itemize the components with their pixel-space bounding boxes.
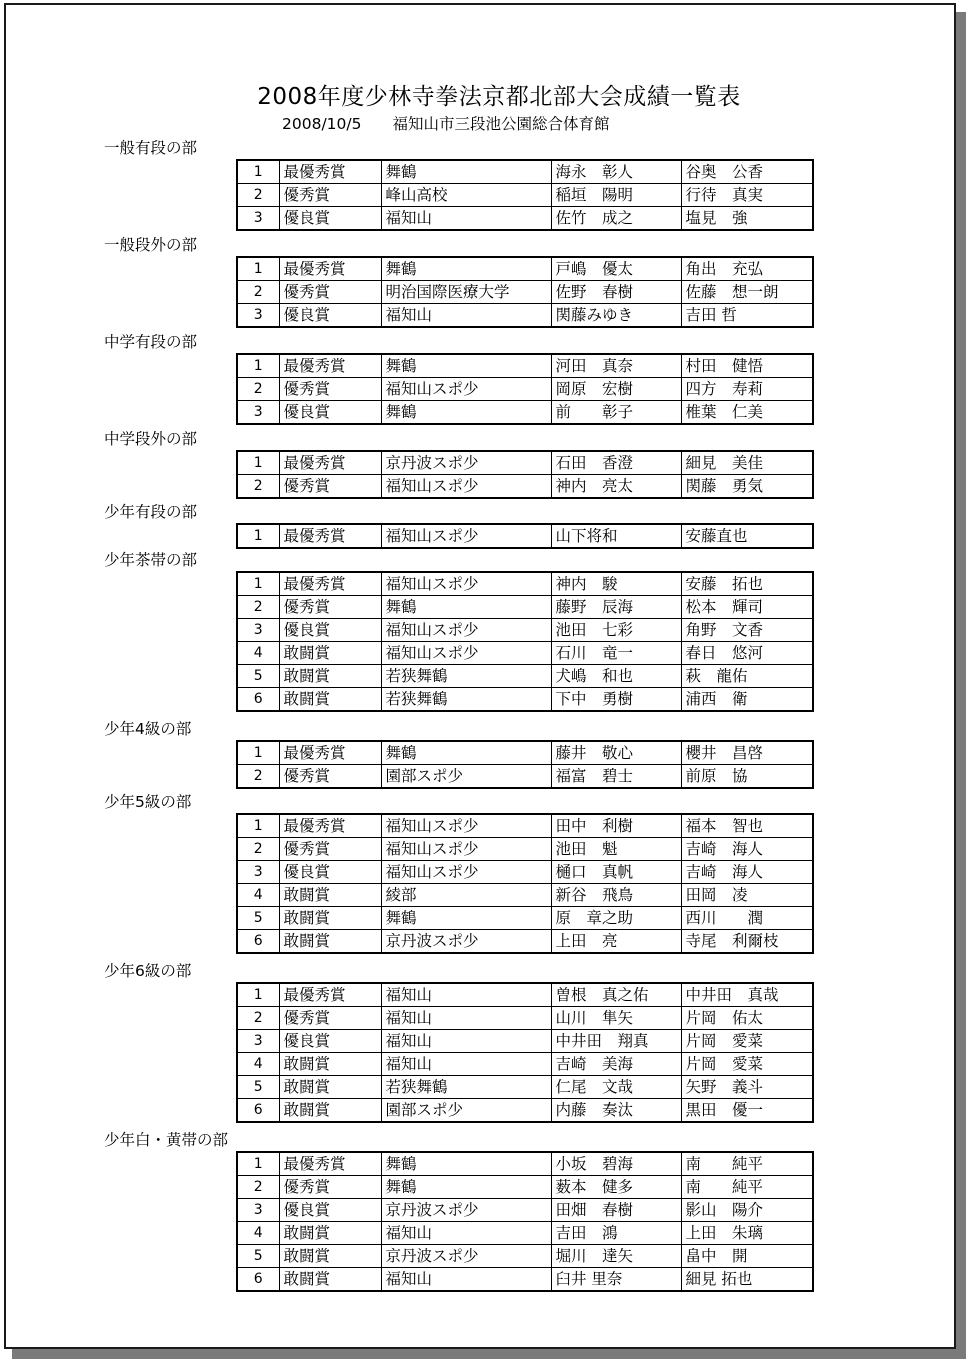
rank-cell: 2 <box>237 838 279 861</box>
competitor-1-cell: 下中 勇樹 <box>551 688 681 712</box>
rank-cell: 1 <box>237 160 279 184</box>
competitor-1-cell: 石川 竜一 <box>551 642 681 665</box>
team-cell: 福知山スポ少 <box>381 475 551 499</box>
table-row <box>237 688 813 712</box>
competitor-1-cell: 稲垣 陽明 <box>551 184 681 207</box>
table-row <box>237 1222 813 1245</box>
award-cell: 優秀賞 <box>279 184 381 207</box>
team-cell: 福知山スポ少 <box>381 378 551 401</box>
team-cell: 舞鶴 <box>381 257 551 281</box>
team-cell: 福知山スポ少 <box>381 814 551 838</box>
table-row <box>237 475 813 499</box>
table-row <box>237 1176 813 1199</box>
section-label: 中学段外の部 <box>104 430 198 448</box>
rank-cell: 2 <box>237 596 279 619</box>
competitor-1-cell: 原 章之助 <box>551 907 681 930</box>
rank-cell: 5 <box>237 1245 279 1268</box>
competitor-1-cell: 臼井 里奈 <box>551 1268 681 1292</box>
table-row <box>237 596 813 619</box>
competitor-2-cell: 田岡 凌 <box>681 884 813 907</box>
competitor-1-cell: 池田 七彩 <box>551 619 681 642</box>
competitor-2-cell: 南 純平 <box>681 1176 813 1199</box>
competitor-1-cell: 海永 彰人 <box>551 160 681 184</box>
rank-cell: 1 <box>237 1152 279 1176</box>
award-cell: 最優秀賞 <box>279 983 381 1007</box>
competitor-2-cell: 谷奥 公香 <box>681 160 813 184</box>
team-cell: 舞鶴 <box>381 907 551 930</box>
competitor-1-cell: 池田 魁 <box>551 838 681 861</box>
competitor-1-cell: 山川 隼矢 <box>551 1007 681 1030</box>
competitor-2-cell: 村田 健悟 <box>681 354 813 378</box>
rank-cell: 1 <box>237 983 279 1007</box>
table-row <box>237 1007 813 1030</box>
table-row <box>237 983 813 1007</box>
competitor-1-cell: 河田 真奈 <box>551 354 681 378</box>
team-cell: 福知山 <box>381 1030 551 1053</box>
team-cell: 福知山 <box>381 983 551 1007</box>
award-cell: 優良賞 <box>279 207 381 231</box>
award-cell: 優良賞 <box>279 1030 381 1053</box>
award-cell: 最優秀賞 <box>279 814 381 838</box>
award-cell: 優良賞 <box>279 619 381 642</box>
competitor-1-cell: 藤野 辰海 <box>551 596 681 619</box>
rank-cell: 6 <box>237 1099 279 1123</box>
team-cell: 福知山 <box>381 1053 551 1076</box>
table-row <box>237 524 813 548</box>
competitor-2-cell: 細見 美佳 <box>681 451 813 475</box>
section-label: 少年4級の部 <box>104 720 192 738</box>
rank-cell: 4 <box>237 1053 279 1076</box>
table-row <box>237 354 813 378</box>
rank-cell: 2 <box>237 281 279 304</box>
competitor-2-cell: 行待 真実 <box>681 184 813 207</box>
competitor-1-cell: 神内 駿 <box>551 572 681 596</box>
table-row <box>237 281 813 304</box>
team-cell: 福知山スポ少 <box>381 524 551 548</box>
competitor-2-cell: 椎葉 仁美 <box>681 401 813 425</box>
competitor-2-cell: 南 純平 <box>681 1152 813 1176</box>
table-row <box>237 572 813 596</box>
award-cell: 最優秀賞 <box>279 524 381 548</box>
table-row <box>237 1053 813 1076</box>
award-cell: 最優秀賞 <box>279 741 381 765</box>
team-cell: 舞鶴 <box>381 401 551 425</box>
section-label: 一般段外の部 <box>104 236 198 254</box>
team-cell: 福知山スポ少 <box>381 861 551 884</box>
award-cell: 敢闘賞 <box>279 1099 381 1123</box>
award-cell: 優良賞 <box>279 1199 381 1222</box>
competitor-1-cell: 犬嶋 和也 <box>551 665 681 688</box>
rank-cell: 5 <box>237 907 279 930</box>
team-cell: 舞鶴 <box>381 160 551 184</box>
team-cell: 峰山高校 <box>381 184 551 207</box>
team-cell: 福知山スポ少 <box>381 572 551 596</box>
competitor-2-cell: 矢野 義斗 <box>681 1076 813 1099</box>
page-shadow-bottom <box>12 1349 966 1359</box>
award-cell: 最優秀賞 <box>279 354 381 378</box>
document-subtitle <box>282 112 610 134</box>
table-row <box>237 401 813 425</box>
team-cell: 京丹波スポ少 <box>381 930 551 954</box>
competitor-1-cell: 田中 利樹 <box>551 814 681 838</box>
competitor-2-cell: 吉田 哲 <box>681 304 813 328</box>
rank-cell: 3 <box>237 304 279 328</box>
team-cell: 福知山 <box>381 207 551 231</box>
document-title: 2008年度少林寺拳法京都北部大会成績一覧表 <box>257 84 741 110</box>
team-cell: 若狭舞鶴 <box>381 665 551 688</box>
table-row <box>237 1199 813 1222</box>
rank-cell: 2 <box>237 184 279 207</box>
competitor-1-cell: 山下将和 <box>551 524 681 548</box>
competitor-2-cell: 黒田 優一 <box>681 1099 813 1123</box>
table-row <box>237 1099 813 1123</box>
rank-cell: 4 <box>237 642 279 665</box>
competitor-1-cell: 佐野 春樹 <box>551 281 681 304</box>
competitor-2-cell: 片岡 愛菜 <box>681 1030 813 1053</box>
competitor-2-cell: 春日 悠河 <box>681 642 813 665</box>
table-row <box>237 207 813 231</box>
team-cell: 園部スポ少 <box>381 1099 551 1123</box>
event-date: 2008/10/5 <box>282 115 362 133</box>
team-cell: 福知山スポ少 <box>381 838 551 861</box>
competitor-1-cell: 田畑 春樹 <box>551 1199 681 1222</box>
table-row <box>237 1268 813 1292</box>
table-row <box>237 378 813 401</box>
results-table <box>236 450 814 499</box>
section-label: 中学有段の部 <box>104 333 198 351</box>
table-row <box>237 838 813 861</box>
results-table <box>236 1151 814 1292</box>
competitor-1-cell: 佐竹 成之 <box>551 207 681 231</box>
competitor-2-cell: 吉崎 海人 <box>681 838 813 861</box>
competitor-1-cell: 福富 碧士 <box>551 765 681 789</box>
table-row <box>237 257 813 281</box>
rank-cell: 1 <box>237 814 279 838</box>
award-cell: 敢闘賞 <box>279 930 381 954</box>
award-cell: 優良賞 <box>279 861 381 884</box>
competitor-2-cell: 前原 協 <box>681 765 813 789</box>
award-cell: 最優秀賞 <box>279 160 381 184</box>
competitor-2-cell: 塩見 強 <box>681 207 813 231</box>
table-row <box>237 884 813 907</box>
results-table <box>236 353 814 425</box>
results-table <box>236 740 814 789</box>
table-row <box>237 304 813 328</box>
competitor-1-cell: 吉崎 美海 <box>551 1053 681 1076</box>
table-row <box>237 160 813 184</box>
award-cell: 敢闘賞 <box>279 665 381 688</box>
rank-cell: 1 <box>237 354 279 378</box>
results-table <box>236 982 814 1123</box>
competitor-1-cell: 関藤みゆき <box>551 304 681 328</box>
results-table <box>236 256 814 328</box>
competitor-2-cell: 寺尾 利爾枝 <box>681 930 813 954</box>
award-cell: 優秀賞 <box>279 838 381 861</box>
page-shadow-right <box>956 12 966 1357</box>
award-cell: 敢闘賞 <box>279 1053 381 1076</box>
team-cell: 舞鶴 <box>381 741 551 765</box>
table-row <box>237 814 813 838</box>
award-cell: 敢闘賞 <box>279 1222 381 1245</box>
rank-cell: 5 <box>237 1076 279 1099</box>
competitor-2-cell: 吉崎 海人 <box>681 861 813 884</box>
table-row <box>237 1076 813 1099</box>
award-cell: 優秀賞 <box>279 765 381 789</box>
results-table <box>236 523 814 549</box>
section-label: 少年白・黄帯の部 <box>104 1131 229 1149</box>
team-cell: 京丹波スポ少 <box>381 1199 551 1222</box>
section-label: 少年5級の部 <box>104 793 192 811</box>
award-cell: 優秀賞 <box>279 1176 381 1199</box>
team-cell: 舞鶴 <box>381 1152 551 1176</box>
team-cell: 舞鶴 <box>381 354 551 378</box>
team-cell: 舞鶴 <box>381 1176 551 1199</box>
award-cell: 敢闘賞 <box>279 1268 381 1292</box>
competitor-1-cell: 前 彰子 <box>551 401 681 425</box>
table-row <box>237 930 813 954</box>
table-row <box>237 665 813 688</box>
table-row <box>237 451 813 475</box>
competitor-2-cell: 佐藤 想一朗 <box>681 281 813 304</box>
award-cell: 優良賞 <box>279 401 381 425</box>
competitor-2-cell: 安藤直也 <box>681 524 813 548</box>
award-cell: 優秀賞 <box>279 281 381 304</box>
rank-cell: 2 <box>237 378 279 401</box>
competitor-2-cell: 西川 潤 <box>681 907 813 930</box>
rank-cell: 2 <box>237 475 279 499</box>
rank-cell: 5 <box>237 665 279 688</box>
competitor-2-cell: 細見 拓也 <box>681 1268 813 1292</box>
rank-cell: 3 <box>237 1030 279 1053</box>
rank-cell: 4 <box>237 1222 279 1245</box>
award-cell: 最優秀賞 <box>279 1152 381 1176</box>
table-row <box>237 184 813 207</box>
competitor-2-cell: 中井田 真哉 <box>681 983 813 1007</box>
competitor-2-cell: 片岡 愛菜 <box>681 1053 813 1076</box>
table-row <box>237 619 813 642</box>
competitor-1-cell: 上田 亮 <box>551 930 681 954</box>
competitor-2-cell: 安藤 拓也 <box>681 572 813 596</box>
rank-cell: 1 <box>237 257 279 281</box>
competitor-2-cell: 松本 輝司 <box>681 596 813 619</box>
rank-cell: 2 <box>237 765 279 789</box>
table-row <box>237 741 813 765</box>
competitor-2-cell: 浦西 衛 <box>681 688 813 712</box>
award-cell: 優秀賞 <box>279 475 381 499</box>
competitor-1-cell: 中井田 翔真 <box>551 1030 681 1053</box>
competitor-1-cell: 新谷 飛鳥 <box>551 884 681 907</box>
team-cell: 福知山 <box>381 1268 551 1292</box>
team-cell: 福知山スポ少 <box>381 642 551 665</box>
competitor-2-cell: 櫻井 昌啓 <box>681 741 813 765</box>
team-cell: 舞鶴 <box>381 596 551 619</box>
award-cell: 敢闘賞 <box>279 688 381 712</box>
competitor-1-cell: 曽根 真之佑 <box>551 983 681 1007</box>
award-cell: 最優秀賞 <box>279 572 381 596</box>
rank-cell: 3 <box>237 1199 279 1222</box>
rank-cell: 2 <box>237 1007 279 1030</box>
competitor-2-cell: 影山 陽介 <box>681 1199 813 1222</box>
rank-cell: 3 <box>237 401 279 425</box>
award-cell: 敢闘賞 <box>279 907 381 930</box>
team-cell: 京丹波スポ少 <box>381 1245 551 1268</box>
table-row <box>237 1030 813 1053</box>
table-row <box>237 1152 813 1176</box>
table-row <box>237 861 813 884</box>
competitor-2-cell: 角出 充弘 <box>681 257 813 281</box>
rank-cell: 3 <box>237 861 279 884</box>
competitor-1-cell: 仁尾 文哉 <box>551 1076 681 1099</box>
results-table <box>236 571 814 712</box>
team-cell: 若狭舞鶴 <box>381 1076 551 1099</box>
section-label: 一般有段の部 <box>104 139 198 157</box>
team-cell: 明治国際医療大学 <box>381 281 551 304</box>
competitor-1-cell: 石田 香澄 <box>551 451 681 475</box>
award-cell: 最優秀賞 <box>279 257 381 281</box>
competitor-2-cell: 畠中 開 <box>681 1245 813 1268</box>
award-cell: 優秀賞 <box>279 378 381 401</box>
competitor-1-cell: 藤井 敬心 <box>551 741 681 765</box>
team-cell: 福知山 <box>381 1007 551 1030</box>
competitor-1-cell: 戸嶋 優太 <box>551 257 681 281</box>
rank-cell: 1 <box>237 572 279 596</box>
award-cell: 敢闘賞 <box>279 642 381 665</box>
competitor-1-cell: 内藤 奏汰 <box>551 1099 681 1123</box>
team-cell: 若狭舞鶴 <box>381 688 551 712</box>
competitor-2-cell: 四方 寿莉 <box>681 378 813 401</box>
team-cell: 京丹波スポ少 <box>381 451 551 475</box>
section-label: 少年有段の部 <box>104 503 198 521</box>
competitor-1-cell: 堀川 達矢 <box>551 1245 681 1268</box>
team-cell: 福知山スポ少 <box>381 619 551 642</box>
team-cell: 綾部 <box>381 884 551 907</box>
rank-cell: 1 <box>237 451 279 475</box>
results-table <box>236 159 814 231</box>
award-cell: 敢闘賞 <box>279 884 381 907</box>
table-row <box>237 642 813 665</box>
rank-cell: 4 <box>237 884 279 907</box>
award-cell: 優秀賞 <box>279 1007 381 1030</box>
results-table <box>236 813 814 954</box>
rank-cell: 3 <box>237 619 279 642</box>
rank-cell: 3 <box>237 207 279 231</box>
rank-cell: 6 <box>237 1268 279 1292</box>
table-row <box>237 907 813 930</box>
competitor-2-cell: 福本 智也 <box>681 814 813 838</box>
team-cell: 福知山 <box>381 304 551 328</box>
competitor-1-cell: 神内 亮太 <box>551 475 681 499</box>
award-cell: 最優秀賞 <box>279 451 381 475</box>
competitor-2-cell: 角野 文香 <box>681 619 813 642</box>
award-cell: 敢闘賞 <box>279 1245 381 1268</box>
rank-cell: 1 <box>237 741 279 765</box>
team-cell: 園部スポ少 <box>381 765 551 789</box>
award-cell: 優秀賞 <box>279 596 381 619</box>
competitor-1-cell: 吉田 鴻 <box>551 1222 681 1245</box>
event-venue: 福知山市三段池公園総合体育館 <box>392 115 610 133</box>
competitor-2-cell: 片岡 佑太 <box>681 1007 813 1030</box>
table-row <box>237 1245 813 1268</box>
competitor-1-cell: 樋口 真帆 <box>551 861 681 884</box>
section-label: 少年6級の部 <box>104 962 192 980</box>
team-cell: 福知山 <box>381 1222 551 1245</box>
rank-cell: 2 <box>237 1176 279 1199</box>
competitor-2-cell: 上田 朱璃 <box>681 1222 813 1245</box>
section-label: 少年茶帯の部 <box>104 551 198 569</box>
rank-cell: 6 <box>237 688 279 712</box>
table-row <box>237 765 813 789</box>
rank-cell: 1 <box>237 524 279 548</box>
competitor-1-cell: 薮本 健多 <box>551 1176 681 1199</box>
competitor-1-cell: 岡原 宏樹 <box>551 378 681 401</box>
competitor-1-cell: 小坂 碧海 <box>551 1152 681 1176</box>
competitor-2-cell: 関藤 勇気 <box>681 475 813 499</box>
award-cell: 優良賞 <box>279 304 381 328</box>
rank-cell: 6 <box>237 930 279 954</box>
competitor-2-cell: 萩 龍佑 <box>681 665 813 688</box>
award-cell: 敢闘賞 <box>279 1076 381 1099</box>
